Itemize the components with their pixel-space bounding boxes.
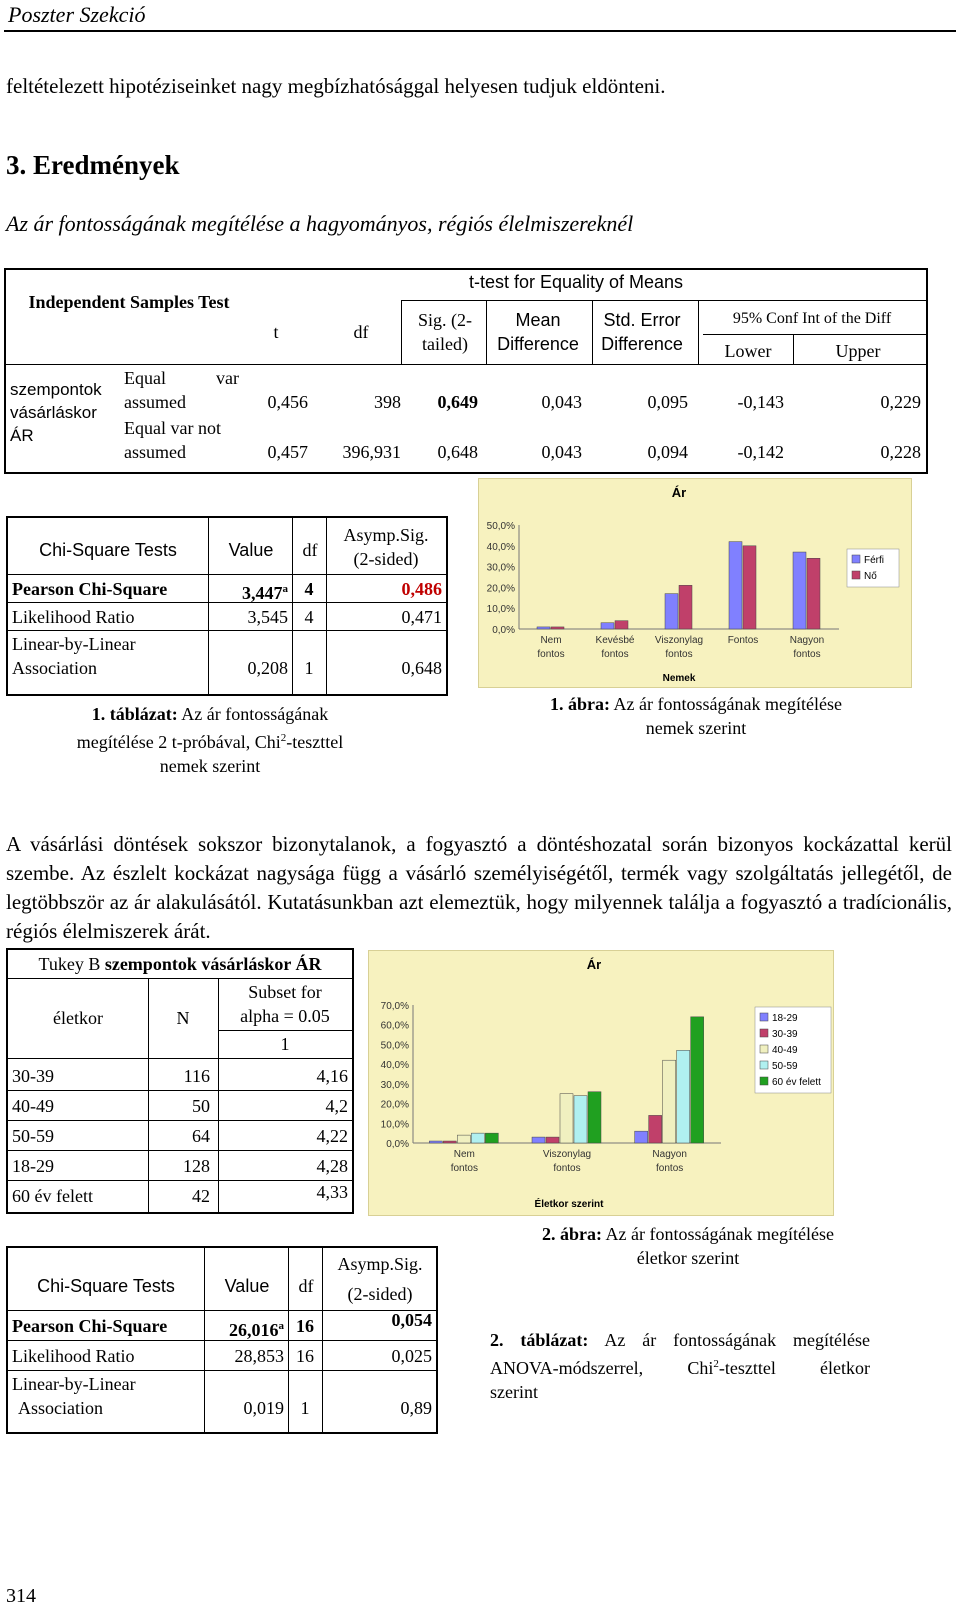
chi2-r2-df: 16 — [296, 1346, 314, 1366]
chi1-r1-df: 4 — [304, 579, 314, 599]
row2-label: Equal var not assumed — [124, 418, 221, 462]
legend — [755, 1007, 831, 1093]
chi2-r1-df: 16 — [296, 1316, 314, 1336]
col-df: df — [353, 322, 369, 342]
bar — [615, 621, 628, 629]
chi2-head-sig2: (2-sided) — [347, 1284, 413, 1304]
bar — [443, 1141, 456, 1143]
row2-sig: 0,648 — [437, 442, 478, 462]
row1-label: Equal var assumed — [124, 368, 239, 412]
legend-label: 50-59 — [772, 1061, 798, 1072]
y-tick-label: 0,0% — [386, 1139, 409, 1150]
intro-text: feltételezett hipotéziseinket nagy megbízhatósággal helyesen tudjuk eldönteni. — [6, 74, 666, 98]
chart-1 — [478, 478, 912, 688]
legend-label: 30-39 — [772, 1029, 798, 1040]
bar — [532, 1137, 545, 1143]
row2-upper: 0,228 — [880, 442, 921, 462]
col-lower: Lower — [724, 341, 772, 361]
tukey-row-age: 50-59 — [12, 1126, 54, 1146]
x-tick-label: Nagyon — [652, 1149, 687, 1160]
tukey-row-n: 64 — [192, 1126, 210, 1146]
x-tick-label: fontos — [601, 649, 629, 660]
bar — [537, 627, 550, 629]
header-title: Poszter Szekció — [8, 2, 146, 27]
header-rule — [4, 30, 956, 32]
section-subtitle: Az ár fontosságának megítélése a hagyományos, régiós élelmiszereknél — [6, 211, 634, 236]
chi1-r2-df: 4 — [304, 607, 314, 627]
chi1-r3-value: 0,208 — [247, 658, 288, 678]
chi2-r3-label1: Linear-by-Linear — [12, 1374, 136, 1394]
tukey-row-value: 4,16 — [316, 1066, 348, 1086]
tukey-row-age: 60 év felett — [12, 1186, 93, 1206]
bar — [691, 1017, 704, 1143]
x-tick-label: Viszonylag — [654, 635, 704, 646]
y-tick-label: 10,0% — [486, 604, 515, 616]
col-mean: Mean Difference — [497, 310, 579, 354]
row1-upper: 0,229 — [880, 392, 921, 412]
legend-swatch — [760, 1077, 768, 1085]
tukey-col-age: életkor — [53, 1008, 103, 1028]
chart-2 — [368, 950, 834, 1216]
y-tick-label: 60,0% — [380, 1020, 409, 1032]
row1-mean: 0,043 — [541, 392, 582, 412]
col-ci: 95% Conf Int of the Diff — [732, 310, 892, 327]
tukey-row-value: 4,28 — [316, 1156, 348, 1176]
chi1-head-sig1: Asymp.Sig. — [343, 525, 429, 545]
y-tick-label: 0,0% — [492, 625, 515, 636]
tukey-row-n: 128 — [183, 1156, 210, 1176]
row1-lower: -0,143 — [737, 392, 784, 412]
legend-swatch — [852, 555, 860, 563]
section-heading: 3. Eredmények — [6, 150, 180, 180]
bar — [457, 1135, 470, 1143]
y-tick-label: 20,0% — [380, 1099, 409, 1111]
t-test-title: Independent Samples Test — [28, 292, 230, 312]
tukey-row-age: 18-29 — [12, 1156, 54, 1176]
bar — [665, 594, 678, 629]
chart-2-svg — [369, 951, 835, 1217]
bar — [551, 627, 564, 629]
bar — [574, 1096, 587, 1143]
table-1-caption: 1. táblázat: Az ár fontosságának megítélése 2 t-próbával, Chi$^2$-teszttel nemek szerint — [76, 704, 344, 776]
chart-1-svg — [479, 479, 913, 689]
x-tick-label: Viszonylag — [542, 1149, 592, 1160]
chi1-r1-sig: 0,486 — [401, 579, 442, 599]
bar — [485, 1133, 498, 1143]
t-test-group-header: t-test for Equality of Means — [468, 272, 684, 292]
bar — [560, 1094, 573, 1143]
chi1-r2-sig: 0,471 — [401, 607, 442, 627]
tukey-row-value: 4,2 — [325, 1096, 348, 1116]
row1-std: 0,095 — [647, 392, 688, 412]
bar — [677, 1050, 690, 1143]
chi1-head-value: Value — [228, 540, 274, 560]
legend-label: 18-29 — [772, 1013, 798, 1024]
bar — [601, 623, 614, 629]
x-tick-label: Kevésbé — [595, 635, 635, 646]
chi1-r3-label1: Linear-by-Linear — [12, 634, 136, 654]
legend-swatch — [760, 1045, 768, 1053]
row1-df: 398 — [374, 392, 401, 412]
bar — [793, 552, 806, 629]
chi2-head-sig1: Asymp.Sig. — [337, 1254, 423, 1274]
tukey-table — [6, 948, 354, 1214]
row1-t: 0,456 — [267, 392, 308, 412]
body-paragraph: A vásárlási döntések sokszor bizonytalanok, a fogyasztó a döntéshozatal során bizonyos kockázattal kerül szembe. Az észlelt kockázat nagysága függ a vásárló személyiségétől, termék vagy szolgáltatás jellegétől, de legtöbbször az ár alakulásától. Kutatásunkban azt elemeztük, hogy milyennek találja a fogyasztó a tradícionális, régiós élelmiszerek árát. — [6, 832, 952, 943]
chi1-r2-label: Likelihood Ratio — [12, 607, 135, 627]
row2-df: 396,931 — [342, 442, 401, 462]
x-tick-label: Nem — [453, 1149, 475, 1160]
x-axis-label: Nemek — [662, 673, 696, 684]
chi-square-table-2 — [6, 1246, 438, 1434]
x-tick-label: fontos — [537, 649, 565, 660]
tukey-row-n: 50 — [192, 1096, 210, 1116]
row2-std: 0,094 — [647, 442, 688, 462]
bar — [807, 558, 820, 629]
chi2-r1-label: Pearson Chi-Square — [12, 1316, 168, 1336]
chart-title: Ár — [586, 957, 602, 972]
y-tick-label: 10,0% — [380, 1119, 409, 1131]
legend-label: 60 év felett — [772, 1077, 821, 1088]
y-tick-label: 40,0% — [486, 541, 515, 553]
x-tick-label: fontos — [553, 1163, 581, 1174]
chi2-head-df: df — [298, 1276, 314, 1296]
tukey-subset-2: alpha = 0.05 — [240, 1006, 330, 1026]
chi2-r2-label: Likelihood Ratio — [12, 1346, 135, 1366]
bar — [743, 546, 756, 629]
chi1-r3-df: 1 — [304, 658, 314, 678]
chi1-head-sig2: (2-sided) — [353, 549, 419, 569]
row1-sig: 0,649 — [437, 392, 478, 412]
chi2-r3-df: 1 — [300, 1398, 310, 1418]
chi2-r3-sig: 0,89 — [400, 1398, 432, 1418]
tukey-subset-1: Subset for — [248, 982, 322, 1002]
chi1-r1-label: Pearson Chi-Square — [12, 579, 168, 599]
chart-title: Ár — [671, 485, 687, 500]
tukey-row-age: 40-49 — [12, 1096, 54, 1116]
x-tick-label: Nagyon — [789, 635, 825, 646]
col-t: t — [273, 322, 279, 342]
chi2-r2-value: 28,853 — [234, 1346, 284, 1366]
chi2-r3-label2: Association — [18, 1398, 103, 1418]
y-tick-label: 20,0% — [486, 583, 515, 595]
col-sig: Sig. (2-tailed) — [418, 310, 472, 354]
x-tick-label: fontos — [793, 649, 821, 660]
x-tick-label: fontos — [450, 1163, 478, 1174]
row2-lower: -0,142 — [737, 442, 784, 462]
legend-swatch — [760, 1013, 768, 1021]
chi2-head-value: Value — [224, 1276, 270, 1296]
chi1-r1-value: 3,447$^a$ — [242, 583, 288, 603]
col-std: Std. Error Difference — [601, 310, 683, 354]
row2-mean: 0,043 — [541, 442, 582, 462]
legend-label: Nő — [864, 571, 877, 582]
table-2-caption: 2. táblázat: Az ár fontosságának megítélése ANOVA-módszerrel, Chi$^2$-teszttel életkor szerint — [490, 1330, 870, 1402]
bar — [429, 1141, 442, 1143]
chi2-r2-sig: 0,025 — [391, 1346, 432, 1366]
chi1-r3-sig: 0,648 — [401, 658, 442, 678]
tukey-row-value: 4,22 — [316, 1126, 348, 1146]
legend-swatch — [760, 1029, 768, 1037]
tukey-row-n: 42 — [192, 1186, 210, 1206]
tukey-row-age: 30-39 — [12, 1066, 54, 1086]
chi2-r3-value: 0,019 — [243, 1398, 284, 1418]
figure-2-caption: 2. ábra: Az ár fontosságának megítélése életkor szerint — [542, 1224, 834, 1268]
x-tick-label: Nem — [540, 635, 562, 646]
x-axis-label: Életkor szerint — [534, 1199, 604, 1210]
row2-t: 0,457 — [267, 442, 308, 462]
page-number: 314 — [6, 1585, 36, 1607]
tukey-subset-3: 1 — [280, 1034, 290, 1054]
t-test-table — [4, 268, 928, 474]
chi1-head-df: df — [302, 540, 318, 560]
bar — [546, 1137, 559, 1143]
bar — [635, 1131, 648, 1143]
chi1-head-title: Chi-Square Tests — [39, 540, 177, 560]
chi2-head-title: Chi-Square Tests — [37, 1276, 175, 1296]
bar — [663, 1060, 676, 1143]
legend-swatch — [760, 1061, 768, 1069]
legend — [847, 549, 899, 587]
y-tick-label: 50,0% — [486, 521, 515, 532]
legend-swatch — [852, 571, 860, 579]
bar — [588, 1092, 601, 1143]
figure-1-caption: 1. ábra: Az ár fontosságának megítélése nemek szerint — [550, 694, 842, 738]
x-tick-label: fontos — [665, 649, 693, 660]
bar — [729, 542, 742, 629]
y-tick-label: 70,0% — [380, 1001, 409, 1012]
y-tick-label: 50,0% — [380, 1040, 409, 1052]
y-tick-label: 30,0% — [380, 1079, 409, 1091]
chi2-r1-value: 26,016$^a$ — [229, 1320, 284, 1340]
legend-label: Férfi — [864, 555, 884, 566]
chi1-r3-label2: Association — [12, 658, 97, 678]
tukey-row-value: 4,33 — [316, 1182, 348, 1202]
tukey-col-n: N — [176, 1008, 190, 1028]
bar — [649, 1115, 662, 1143]
legend-label: 40-49 — [772, 1045, 798, 1056]
col-upper: Upper — [835, 341, 881, 361]
chi-square-table-1 — [6, 516, 448, 696]
y-tick-label: 30,0% — [486, 562, 515, 574]
t-test-row-label: szempontok vásárláskor ÁR — [10, 380, 102, 445]
chi2-r1-sig: 0,054 — [391, 1310, 432, 1330]
bar — [471, 1133, 484, 1143]
tukey-row-n: 116 — [183, 1066, 210, 1086]
bar — [679, 585, 692, 629]
x-tick-label: Fontos — [727, 635, 759, 646]
x-tick-label: fontos — [656, 1163, 684, 1174]
y-tick-label: 40,0% — [380, 1060, 409, 1072]
chi1-r2-value: 3,545 — [247, 607, 288, 627]
tukey-title: Tukey B szempontok vásárláskor ÁR — [38, 954, 322, 974]
